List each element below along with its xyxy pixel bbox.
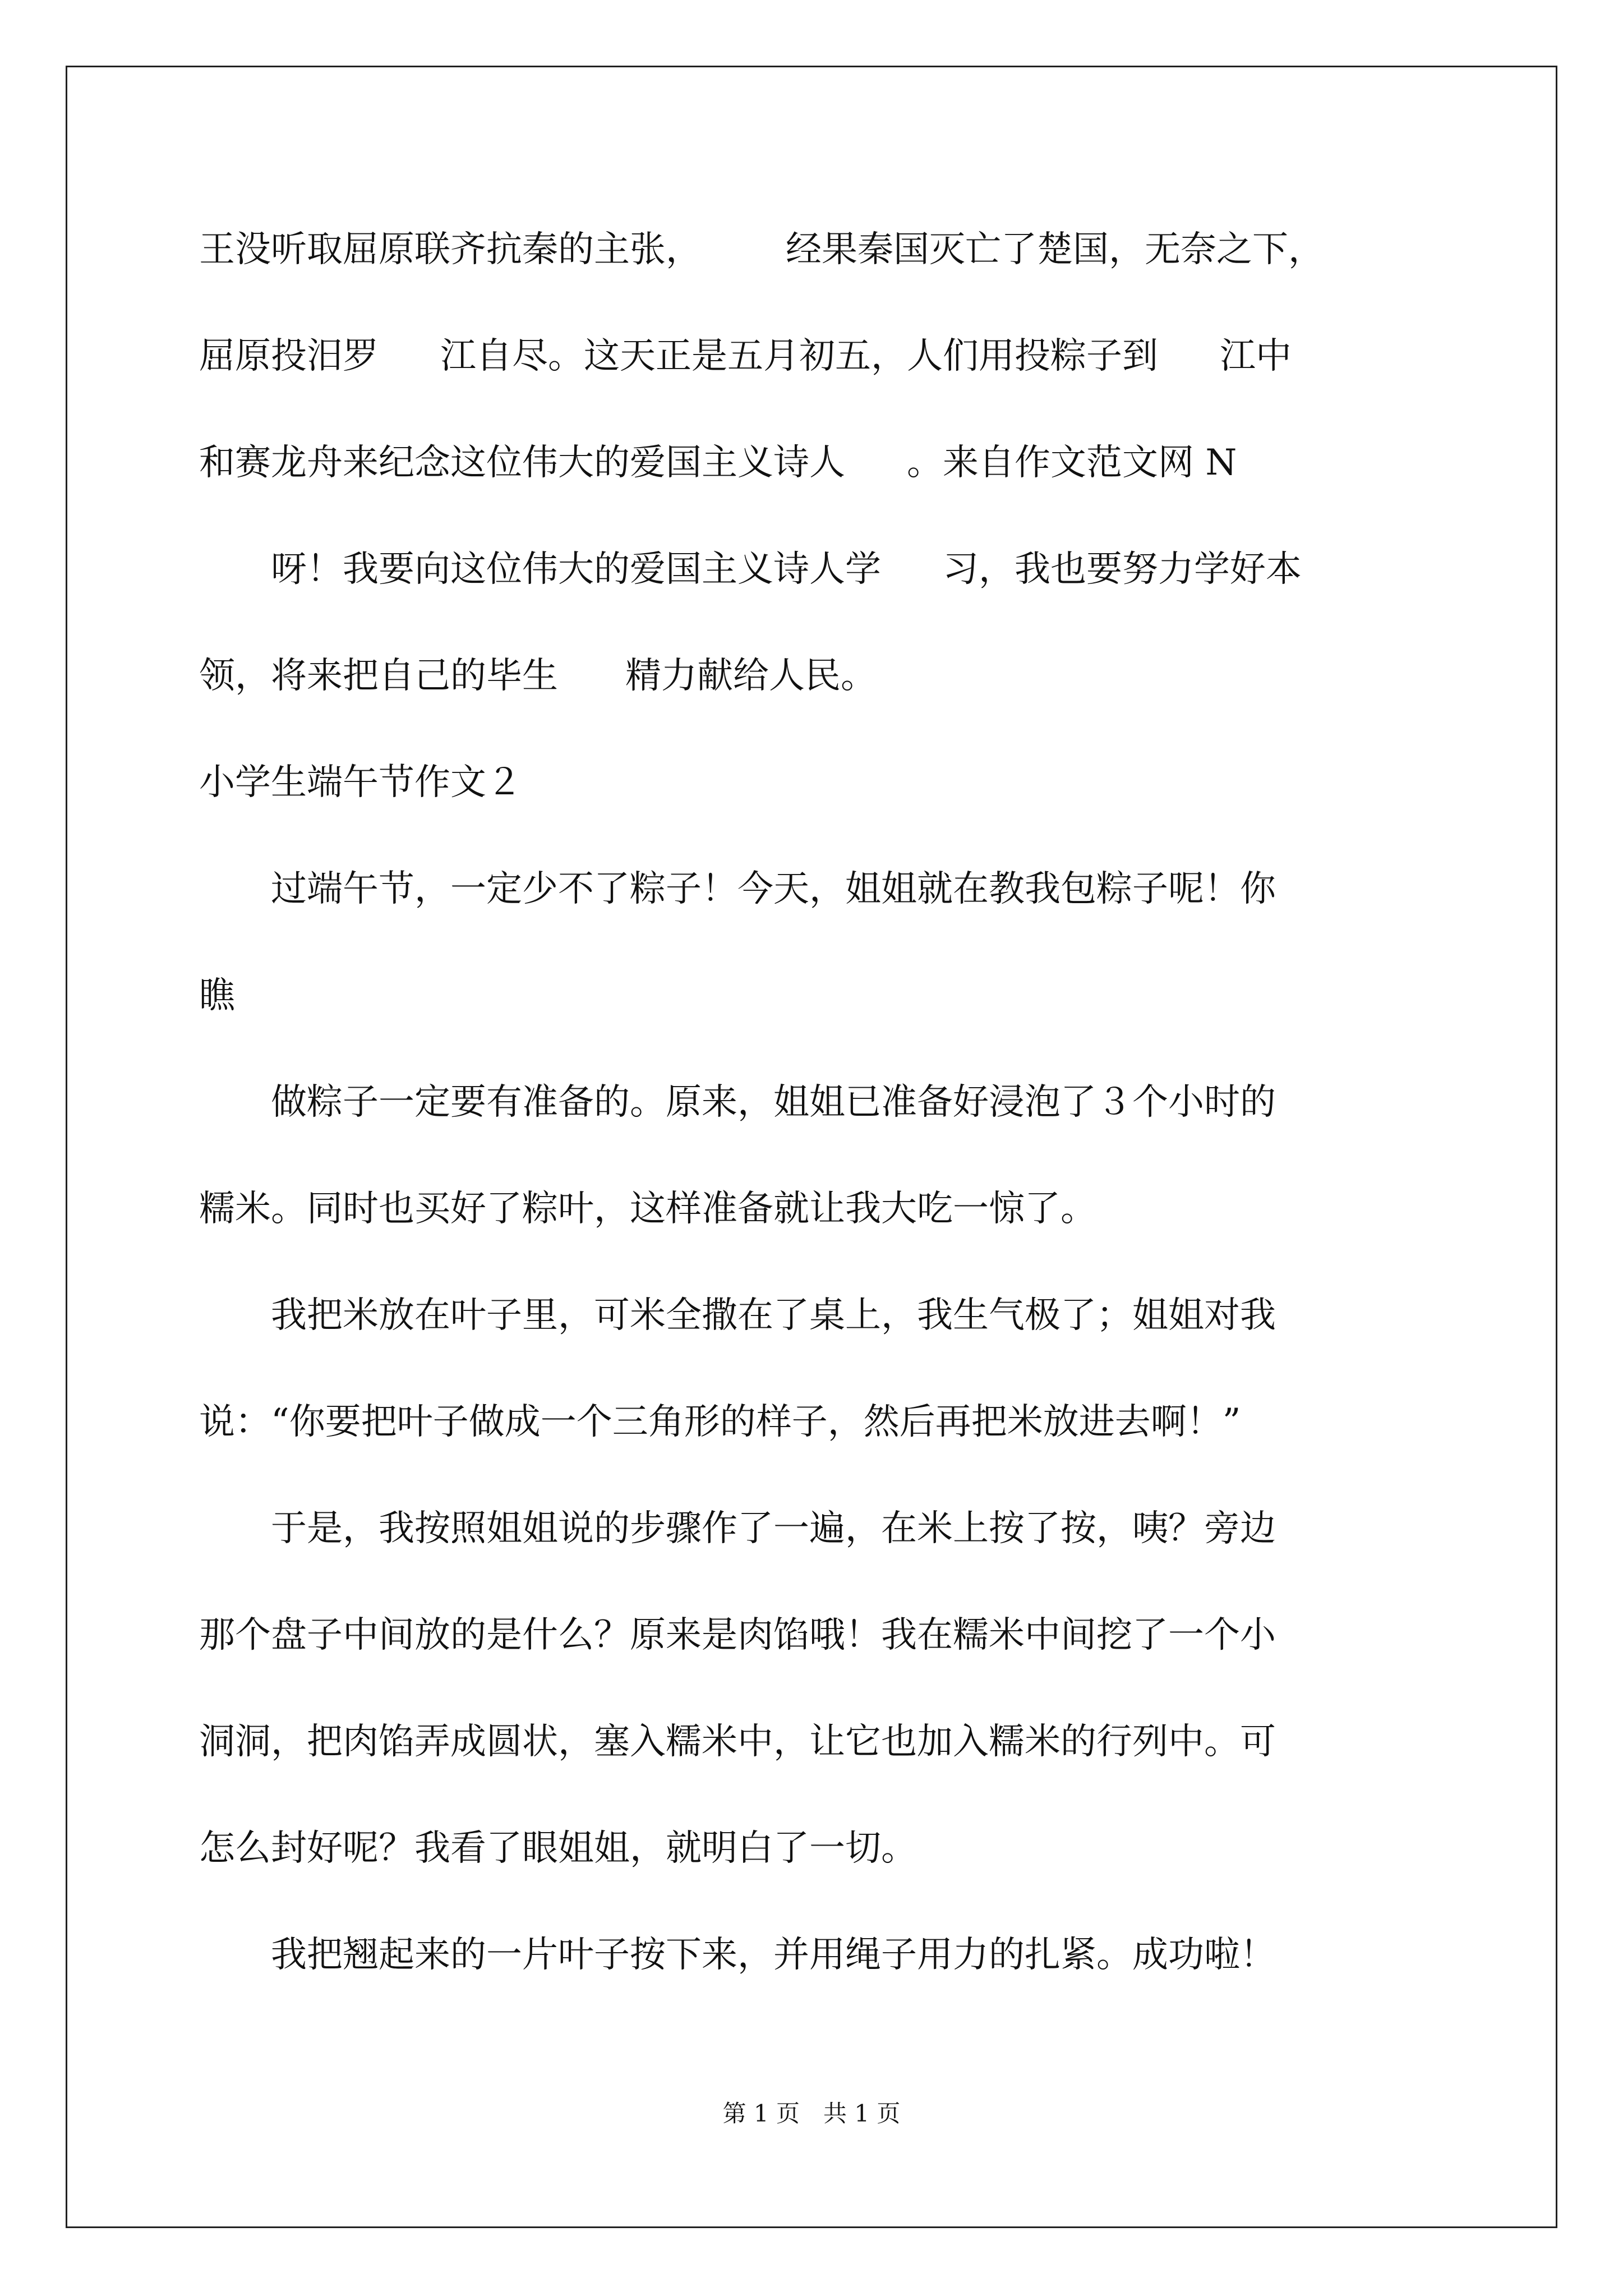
paragraph-line-6: 说：“你要把叶子做成一个三角形的样子，然后再把米放进去啊！” [199,1401,1241,1443]
paragraph-line-9: 洞洞，把肉馅弄成圆状，塞入糯米中，让它也加入糯米的行列中。可 [199,1721,1276,1763]
paragraph-line-10: 怎么封好呢？我看了眼姐姐，就明白了一切。 [199,1828,917,1869]
paragraph-line-11: 我把翘起来的一片叶子按下来，并用绳子用力的扎紧。成功啦！ [199,1934,1276,1976]
text-line-4: 呀！我要向这位伟大的爱国主义诗人学 习，我也要努力学好本 [199,549,1302,590]
text-line-1: 王没听取屈原联齐抗秦的主张， 经果秦国灭亡了楚国，无奈之下， [199,229,1324,270]
text-line-3: 和赛龙舟来纪念这位伟大的爱国主义诗人 。来自作文范文网 N [199,442,1237,484]
paragraph-line-7: 于是，我按照姐姐说的步骤作了一遍，在米上按了按，咦？旁边 [199,1508,1276,1549]
paragraph-line-8: 那个盘子中间放的是什么？原来是肉馅哦！我在糯米中间挖了一个小 [199,1614,1276,1656]
paragraph-line-5: 我把米放在叶子里，可米全撒在了桌上，我生气极了；姐姐对我 [199,1295,1276,1336]
page-border [66,66,1557,2228]
text-line-2: 屈原投汨罗 江自尽。这天正是五月初五，人们用投粽子到 江中 [199,335,1292,377]
paragraph-line-4: 糯米。同时也买好了粽叶，这样准备就让我大吃一惊了。 [199,1188,1096,1230]
paragraph-line-3: 做粽子一定要有准备的。原来，姐姐已准备好浸泡了３个小时的 [199,1082,1276,1123]
paragraph-line-1: 过端午节，一定少不了粽子！今天，姐姐就在教我包粽子呢！你 [199,868,1276,910]
paragraph-line-2: 瞧 [199,975,235,1016]
text-line-5: 领，将来把自己的毕生 精力献给人民。 [199,655,877,697]
essay-heading: 小学生端午节作文２ [199,762,522,803]
page-footer: 第 1 页 共 1 页 [722,2100,901,2127]
